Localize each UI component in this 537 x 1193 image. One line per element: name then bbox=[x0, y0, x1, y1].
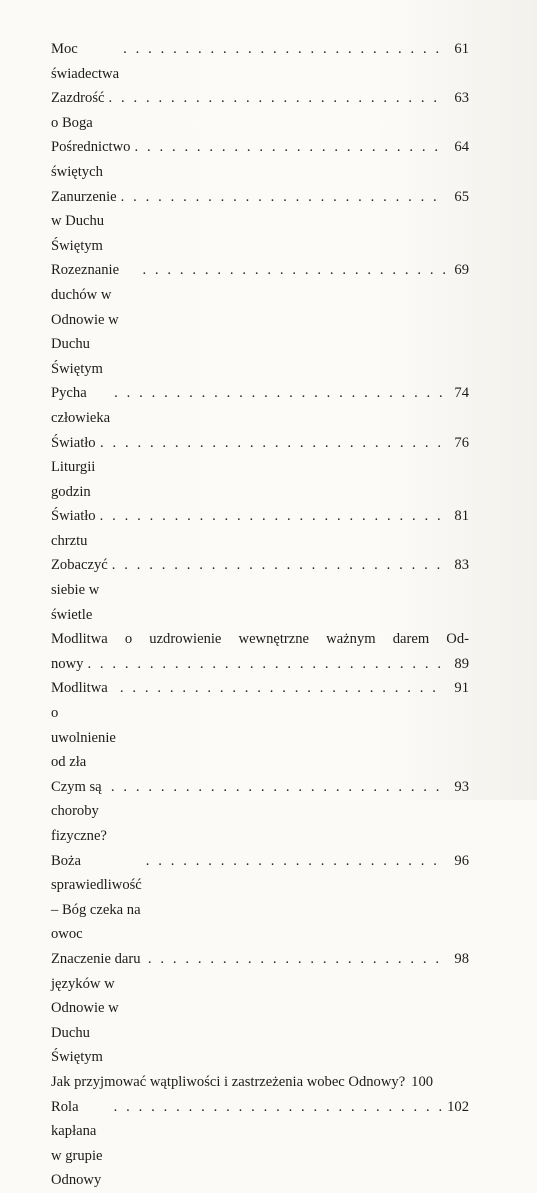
dot-leader bbox=[146, 849, 445, 874]
toc-entry bbox=[51, 86, 469, 135]
toc-entry bbox=[51, 627, 469, 676]
toc-entry-title: Zanurzenie w Duchu Świętym bbox=[51, 188, 117, 254]
toc-entry-title: Światło Liturgii godzin bbox=[51, 434, 96, 500]
dot-leader bbox=[112, 553, 445, 578]
toc-entry bbox=[51, 37, 469, 86]
table-of-contents bbox=[51, 37, 469, 1193]
toc-entry-title: Światło chrztu bbox=[51, 508, 96, 549]
toc-entry-page: 65 bbox=[454, 188, 469, 205]
toc-entry-page: 98 bbox=[454, 950, 469, 967]
dot-leader bbox=[148, 947, 445, 972]
toc-entry-page: 91 bbox=[454, 680, 469, 697]
dot-leader bbox=[121, 185, 445, 210]
dot-leader bbox=[114, 381, 445, 406]
toc-entry-title: Rola kapłana w grupie Odnowy bbox=[51, 1098, 103, 1189]
toc-entry bbox=[51, 381, 469, 430]
toc-entry bbox=[51, 431, 469, 505]
toc-entry-title: Zobaczyć siebie w świetle bbox=[51, 557, 108, 623]
toc-entry-page: 83 bbox=[454, 557, 469, 574]
toc-entry bbox=[51, 947, 469, 1070]
dot-leader bbox=[111, 775, 445, 800]
toc-entry-title: Jak przyjmować wątpliwości i zastrzeżenia wobec Odnowy? bbox=[51, 1073, 406, 1090]
toc-entry-page: 93 bbox=[454, 778, 469, 795]
toc-entry-title: Modlitwa o uwolnienie od zła bbox=[51, 680, 116, 771]
toc-entry bbox=[51, 553, 469, 627]
toc-entry-title: Boża sprawiedliwość – Bóg czeka na owoc bbox=[51, 852, 142, 943]
toc-entry bbox=[51, 135, 469, 184]
toc-entry-page: 102 bbox=[447, 1098, 469, 1115]
dot-leader bbox=[108, 86, 445, 111]
toc-entry bbox=[51, 504, 469, 553]
toc-entry-title: Zazdrość o Boga bbox=[51, 90, 105, 131]
toc-entry-page: 89 bbox=[454, 655, 469, 672]
toc-entry-page: 100 bbox=[411, 1073, 434, 1090]
toc-entry-title: Znaczenie daru języków w Odnowie w Duchu Świętym bbox=[51, 950, 141, 1066]
dot-leader bbox=[123, 37, 445, 62]
toc-entry bbox=[51, 258, 469, 381]
toc-entry-title: Pośrednictwo świętych bbox=[51, 139, 131, 180]
toc-entry-title-line-2: nowy bbox=[51, 655, 84, 672]
toc-entry-page: 64 bbox=[454, 139, 469, 156]
dot-leader bbox=[120, 676, 445, 701]
toc-entry-page: 69 bbox=[454, 262, 469, 279]
toc-entry bbox=[51, 849, 469, 947]
toc-entry bbox=[51, 185, 469, 259]
toc-entry-title: Moc świadectwa bbox=[51, 41, 120, 82]
toc-entry-title: Rozeznanie duchów w Odnowie w Duchu Świętym bbox=[51, 262, 120, 377]
toc-entry-page: 63 bbox=[454, 90, 469, 107]
dot-leader bbox=[100, 504, 445, 529]
toc-entry-page: 74 bbox=[454, 385, 469, 402]
dot-leader bbox=[142, 258, 445, 283]
toc-entry-page: 81 bbox=[454, 508, 469, 525]
toc-entry bbox=[51, 775, 469, 849]
toc-entry-title: Pycha człowieka bbox=[51, 385, 111, 426]
toc-entry-title-line-1: Modlitwa o uzdrowienie wewnętrzne ważnym darem Od- bbox=[51, 631, 469, 648]
dot-leader bbox=[87, 652, 445, 677]
toc-entry-page: 96 bbox=[454, 852, 469, 869]
toc-entry-page: 76 bbox=[454, 434, 469, 451]
toc-entry-title: Czym są choroby fizyczne? bbox=[51, 778, 107, 844]
toc-entry bbox=[51, 676, 469, 774]
dot-leader bbox=[100, 431, 445, 456]
toc-entry bbox=[51, 1070, 469, 1095]
toc-entry-page: 61 bbox=[454, 41, 469, 57]
dot-leader bbox=[114, 1095, 444, 1120]
toc-entry bbox=[51, 1095, 469, 1193]
dot-leader bbox=[134, 135, 445, 160]
